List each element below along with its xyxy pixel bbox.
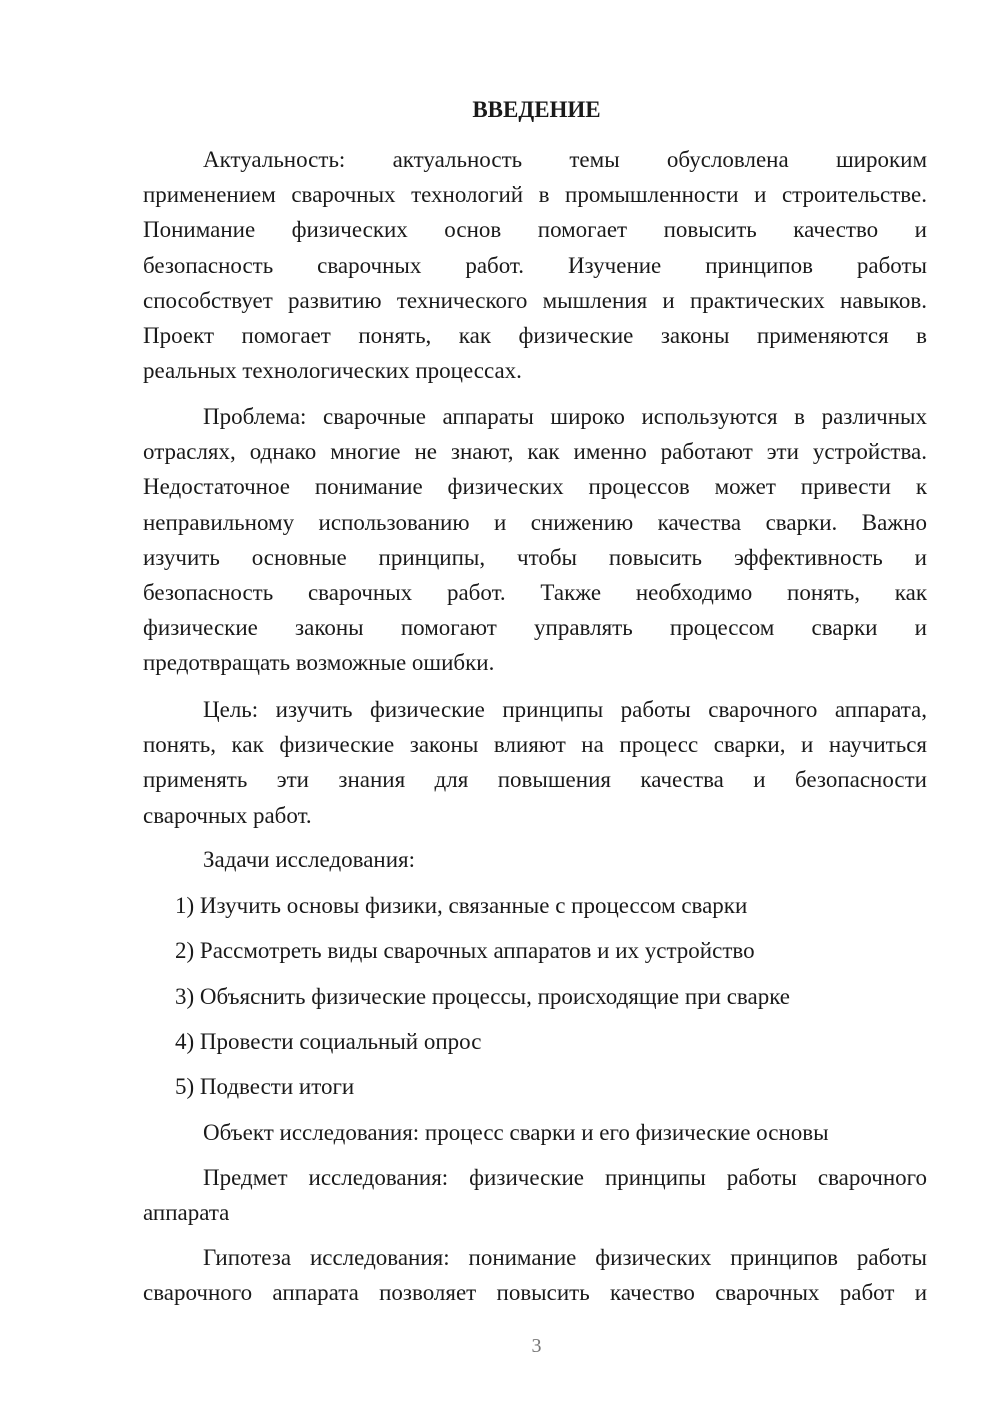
text-line: понять, как физические законы влияют на процесс сварки, и научиться [143,732,927,758]
text-line: Недостаточное понимание физических процессов может привести к [143,474,927,500]
section-title: ВВЕДЕНИЕ [472,97,601,122]
task-list-item [143,888,927,923]
text-line: Объект исследования: процесс сварки и его физические основы [203,1120,829,1145]
text-line: отраслях, однако многие не знают, как именно работают эти устройства. [143,439,927,465]
text-line: способствует развитию технического мышления и практических навыков. [143,287,927,313]
text-line: 5) Подвести итоги [175,1074,355,1099]
text-line: 4) Провести социальный опрос [175,1029,482,1054]
task-list-item [143,933,927,968]
text-line: 2) Рассмотреть виды сварочных аппаратов и их устройство [175,938,755,963]
paragraph [143,1160,927,1230]
text-line: безопасность сварочных работ. Также необходимо понять, как [143,579,927,605]
text-line: Проект помогает понять, как физические законы применяются в [143,322,927,348]
text-line: Гипотеза исследования: понимание физических принципов работы [203,1245,927,1270]
task-list-item [143,979,927,1014]
paragraph [143,399,927,681]
text-line: применением сварочных технологий в промышленности и строительстве. [143,182,927,208]
text-line: сварочного аппарата позволяет повысить качество сварочных работ и [143,1280,927,1306]
text-line: сварочных работ. [143,802,312,828]
task-list-item [143,1024,927,1059]
text-line: неправильному использованию и снижению качества сварки. Важно [143,509,927,535]
text-line: предотвращать возможные ошибки. [143,650,495,676]
paragraph [143,692,927,833]
text-line: изучить основные принципы, чтобы повысить эффективность и [143,544,927,570]
task-list-item [143,1069,927,1104]
text-line: Актуальность: актуальность темы обусловлена широким [203,147,927,172]
text-line: 3) Объяснить физические процессы, происходящие при сварке [175,984,791,1009]
text-line: безопасность сварочных работ. Изучение принципов работы [143,252,927,278]
paragraph [143,142,927,388]
paragraph [143,842,927,877]
text-line: реальных технологических процессах. [143,358,522,384]
text-line: Понимание физических основ помогает повысить качество и [143,217,927,243]
text-line: Предмет исследования: физические принципы работы сварочного [203,1165,927,1190]
paragraph [143,1240,927,1310]
text-line: применять эти знания для повышения качества и безопасности [143,767,927,793]
text-line: физические законы помогают управлять процессом сварки и [143,615,927,641]
text-line: Задачи исследования: [203,847,416,872]
text-line: 1) Изучить основы физики, связанные с процессом сварки [175,893,748,918]
text-line: Проблема: сварочные аппараты широко используются в различных [203,404,927,429]
text-line: аппарата [143,1200,230,1226]
text-line: Цель: изучить физические принципы работы сварочного аппарата, [203,697,927,722]
page-number: 3 [531,1335,542,1357]
paragraph [143,1115,927,1150]
